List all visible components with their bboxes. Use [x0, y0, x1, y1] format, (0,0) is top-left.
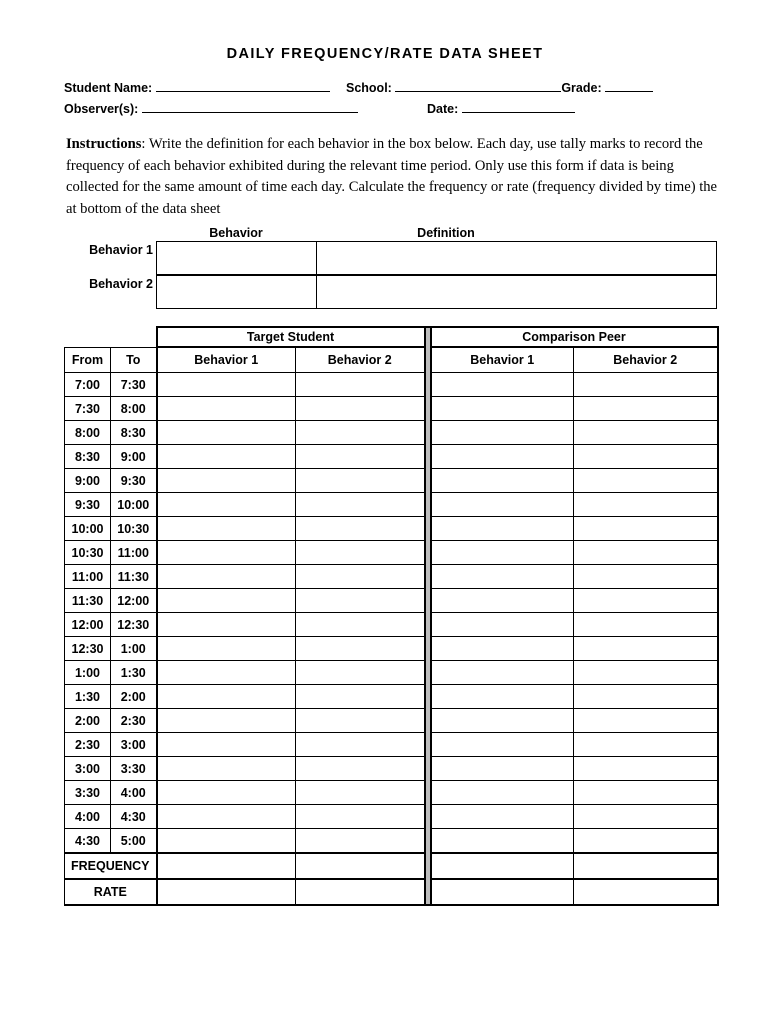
peer-behavior-2-cell[interactable]: [574, 733, 718, 757]
page-title: DAILY FREQUENCY/RATE DATA SHEET: [226, 46, 544, 62]
peer-behavior-2-cell[interactable]: [574, 613, 718, 637]
peer-behavior-1-header: Behavior 1: [431, 347, 574, 373]
target-behavior-2-cell[interactable]: [296, 589, 425, 613]
target-behavior-1-cell[interactable]: [157, 757, 296, 781]
time-row: [65, 565, 718, 589]
target-behavior-1-cell[interactable]: [157, 517, 296, 541]
peer-behavior-2-cell[interactable]: [574, 469, 718, 493]
target-behavior-2-cell[interactable]: [296, 541, 425, 565]
target-behavior-2-cell[interactable]: [296, 661, 425, 685]
target-behavior-2-cell[interactable]: [296, 565, 425, 589]
from-time: 7:00: [65, 373, 111, 397]
definition-column-header: Definition: [417, 226, 475, 240]
peer-behavior-2-rate-cell[interactable]: [574, 879, 718, 905]
school-line[interactable]: [395, 79, 561, 92]
peer-behavior-2-cell[interactable]: [574, 661, 718, 685]
to-time: 10:30: [111, 517, 157, 541]
to-time: 1:00: [111, 637, 157, 661]
peer-behavior-1-cell[interactable]: [431, 421, 574, 445]
time-row: [65, 541, 718, 565]
peer-behavior-2-cell[interactable]: [574, 805, 718, 829]
target-behavior-2-cell[interactable]: [296, 373, 425, 397]
grade-label: Grade:: [561, 81, 602, 95]
target-behavior-1-cell[interactable]: [157, 469, 296, 493]
target-behavior-2-cell[interactable]: [296, 517, 425, 541]
target-behavior-1-rate-cell[interactable]: [157, 879, 296, 905]
target-behavior-2-cell[interactable]: [296, 421, 425, 445]
date-label: Date:: [427, 102, 459, 116]
from-time: 10:00: [65, 517, 111, 541]
peer-behavior-1-frequency-cell[interactable]: [431, 853, 574, 879]
peer-behavior-2-cell[interactable]: [574, 709, 718, 733]
peer-behavior-2-cell[interactable]: [574, 373, 718, 397]
peer-behavior-2-cell[interactable]: [574, 589, 718, 613]
peer-behavior-2-cell[interactable]: [574, 445, 718, 469]
peer-behavior-2-cell[interactable]: [574, 781, 718, 805]
peer-behavior-1-cell[interactable]: [431, 661, 574, 685]
target-behavior-2-cell[interactable]: [296, 637, 425, 661]
observers-label: Observer(s):: [64, 102, 139, 116]
to-time: 1:30: [111, 661, 157, 685]
from-time: 12:00: [65, 613, 111, 637]
target-student-header: Target Student: [157, 327, 425, 347]
behavior-1-definition-box[interactable]: [156, 241, 717, 275]
target-behavior-1-cell[interactable]: [157, 733, 296, 757]
to-time: 8:00: [111, 397, 157, 421]
to-time: 3:00: [111, 733, 157, 757]
student-name-label: Student Name:: [64, 81, 153, 95]
peer-behavior-1-cell[interactable]: [431, 709, 574, 733]
to-time: 5:00: [111, 829, 157, 854]
to-time: 10:00: [111, 493, 157, 517]
peer-behavior-1-cell[interactable]: [431, 565, 574, 589]
from-time: 9:30: [65, 493, 111, 517]
from-header: From: [65, 347, 111, 373]
peer-behavior-2-cell[interactable]: [574, 493, 718, 517]
to-time: 7:30: [111, 373, 157, 397]
from-time: 10:30: [65, 541, 111, 565]
target-behavior-2-cell[interactable]: [296, 781, 425, 805]
to-time: 9:30: [111, 469, 157, 493]
from-time: 4:30: [65, 829, 111, 854]
student-name-line[interactable]: [156, 79, 330, 92]
peer-behavior-1-cell[interactable]: [431, 613, 574, 637]
peer-behavior-1-cell[interactable]: [431, 445, 574, 469]
from-time: 3:30: [65, 781, 111, 805]
observers-field[interactable]: [64, 100, 358, 116]
target-behavior-2-cell[interactable]: [296, 445, 425, 469]
peer-behavior-2-cell[interactable]: [574, 757, 718, 781]
from-time: 1:30: [65, 685, 111, 709]
peer-behavior-1-cell[interactable]: [431, 541, 574, 565]
peer-behavior-1-cell[interactable]: [431, 781, 574, 805]
time-row: [65, 589, 718, 613]
frequency-row: [65, 853, 718, 879]
to-time: 12:30: [111, 613, 157, 637]
from-time: 12:30: [65, 637, 111, 661]
target-behavior-1-cell[interactable]: [157, 445, 296, 469]
from-time: 2:30: [65, 733, 111, 757]
peer-behavior-1-cell[interactable]: [431, 589, 574, 613]
peer-behavior-1-cell[interactable]: [431, 805, 574, 829]
behavior-1-label: Behavior 1: [89, 243, 153, 257]
student-name-field[interactable]: [64, 79, 330, 95]
to-time: 2:00: [111, 685, 157, 709]
peer-behavior-1-cell[interactable]: [431, 757, 574, 781]
peer-behavior-2-cell[interactable]: [574, 685, 718, 709]
instructions: [66, 134, 722, 220]
school-field[interactable]: [346, 79, 653, 95]
from-time: 8:00: [65, 421, 111, 445]
instructions-label: Instructions: [66, 136, 142, 152]
target-behavior-1-header: Behavior 1: [157, 347, 296, 373]
target-behavior-1-cell[interactable]: [157, 565, 296, 589]
target-behavior-1-cell[interactable]: [157, 685, 296, 709]
time-row: [65, 445, 718, 469]
target-behavior-2-cell[interactable]: [296, 493, 425, 517]
target-behavior-2-cell[interactable]: [296, 613, 425, 637]
time-row: [65, 733, 718, 757]
behavior-2-definition-box[interactable]: [156, 275, 717, 309]
target-behavior-2-header: Behavior 2: [296, 347, 425, 373]
target-behavior-2-frequency-cell[interactable]: [296, 853, 425, 879]
from-time: 11:00: [65, 565, 111, 589]
peer-behavior-1-cell[interactable]: [431, 397, 574, 421]
time-row: [65, 613, 718, 637]
instructions-line: Instructions: Write the definition for each behavior in the box below. Each day, use tally marks to record the: [66, 136, 703, 152]
date-line[interactable]: [462, 100, 575, 113]
from-time: 9:00: [65, 469, 111, 493]
time-row: [65, 757, 718, 781]
target-behavior-2-cell[interactable]: [296, 685, 425, 709]
from-time: 1:00: [65, 661, 111, 685]
peer-behavior-2-header: Behavior 2: [574, 347, 718, 373]
peer-behavior-1-cell[interactable]: [431, 469, 574, 493]
target-behavior-1-cell[interactable]: [157, 541, 296, 565]
target-behavior-1-cell[interactable]: [157, 829, 296, 854]
target-behavior-2-cell[interactable]: [296, 397, 425, 421]
peer-behavior-1-cell[interactable]: [431, 373, 574, 397]
time-row: [65, 637, 718, 661]
to-header: To: [111, 347, 157, 373]
date-field[interactable]: [427, 100, 575, 116]
target-behavior-1-cell[interactable]: [157, 493, 296, 517]
target-behavior-2-rate-cell[interactable]: [296, 879, 425, 905]
peer-behavior-2-cell[interactable]: [574, 421, 718, 445]
grade-line[interactable]: [605, 79, 653, 92]
comparison-peer-header: Comparison Peer: [431, 327, 718, 347]
peer-behavior-1-cell[interactable]: [431, 517, 574, 541]
to-time: 11:00: [111, 541, 157, 565]
time-row: [65, 421, 718, 445]
to-time: 4:30: [111, 805, 157, 829]
target-behavior-1-cell[interactable]: [157, 397, 296, 421]
peer-behavior-2-cell[interactable]: [574, 517, 718, 541]
target-behavior-2-cell[interactable]: [296, 733, 425, 757]
target-behavior-2-cell[interactable]: [296, 709, 425, 733]
target-behavior-1-cell[interactable]: [157, 781, 296, 805]
target-behavior-1-cell[interactable]: [157, 709, 296, 733]
target-behavior-2-cell[interactable]: [296, 757, 425, 781]
peer-behavior-2-cell[interactable]: [574, 637, 718, 661]
rate-row: [65, 879, 718, 905]
target-behavior-2-cell[interactable]: [296, 829, 425, 854]
peer-behavior-2-cell[interactable]: [574, 565, 718, 589]
target-behavior-2-cell[interactable]: [296, 469, 425, 493]
to-time: 12:00: [111, 589, 157, 613]
observers-line[interactable]: [142, 100, 358, 113]
data-table: [64, 326, 719, 906]
from-time: 3:00: [65, 757, 111, 781]
instructions-line: frequency of each behavior exhibited during the relevant time period. Only use this form if data is being: [66, 157, 674, 174]
peer-behavior-1-rate-cell[interactable]: [431, 879, 574, 905]
from-time: 2:00: [65, 709, 111, 733]
time-row: [65, 709, 718, 733]
time-row: [65, 661, 718, 685]
from-time: 7:30: [65, 397, 111, 421]
peer-behavior-1-cell[interactable]: [431, 493, 574, 517]
peer-behavior-1-cell[interactable]: [431, 637, 574, 661]
target-behavior-1-cell[interactable]: [157, 661, 296, 685]
instructions-line: collected for the same amount of time each day. Calculate the frequency or rate (frequency divided by time) the: [66, 179, 718, 195]
to-time: 11:30: [111, 565, 157, 589]
peer-behavior-2-frequency-cell[interactable]: [574, 853, 718, 879]
peer-behavior-2-cell[interactable]: [574, 397, 718, 421]
to-time: 3:30: [111, 757, 157, 781]
time-row: [65, 781, 718, 805]
instructions-line: at bottom of the data sheet: [66, 200, 221, 217]
target-behavior-1-frequency-cell[interactable]: [157, 853, 296, 879]
frequency-label: FREQUENCY: [65, 853, 157, 879]
time-row: [65, 829, 718, 854]
peer-behavior-2-cell[interactable]: [574, 541, 718, 565]
peer-behavior-2-cell[interactable]: [574, 829, 718, 854]
to-time: 4:00: [111, 781, 157, 805]
target-behavior-1-cell[interactable]: [157, 637, 296, 661]
time-row: [65, 517, 718, 541]
from-time: 4:00: [65, 805, 111, 829]
peer-behavior-1-cell[interactable]: [431, 733, 574, 757]
peer-behavior-1-cell[interactable]: [431, 829, 574, 854]
to-time: 8:30: [111, 421, 157, 445]
target-behavior-1-cell[interactable]: [157, 805, 296, 829]
time-row: [65, 397, 718, 421]
target-behavior-1-cell[interactable]: [157, 421, 296, 445]
to-time: 9:00: [111, 445, 157, 469]
time-row: [65, 685, 718, 709]
behavior-column-header: Behavior: [209, 226, 263, 240]
rate-label: RATE: [65, 879, 157, 905]
time-row: [65, 373, 718, 397]
time-row: [65, 469, 718, 493]
to-time: 2:30: [111, 709, 157, 733]
peer-behavior-1-cell[interactable]: [431, 685, 574, 709]
from-time: 8:30: [65, 445, 111, 469]
target-behavior-1-cell[interactable]: [157, 589, 296, 613]
behavior-2-label: Behavior 2: [89, 277, 153, 291]
target-behavior-2-cell[interactable]: [296, 805, 425, 829]
from-time: 11:30: [65, 589, 111, 613]
target-behavior-1-cell[interactable]: [157, 373, 296, 397]
time-row: [65, 493, 718, 517]
school-label: School:: [346, 81, 392, 95]
target-behavior-1-cell[interactable]: [157, 613, 296, 637]
time-row: [65, 805, 718, 829]
